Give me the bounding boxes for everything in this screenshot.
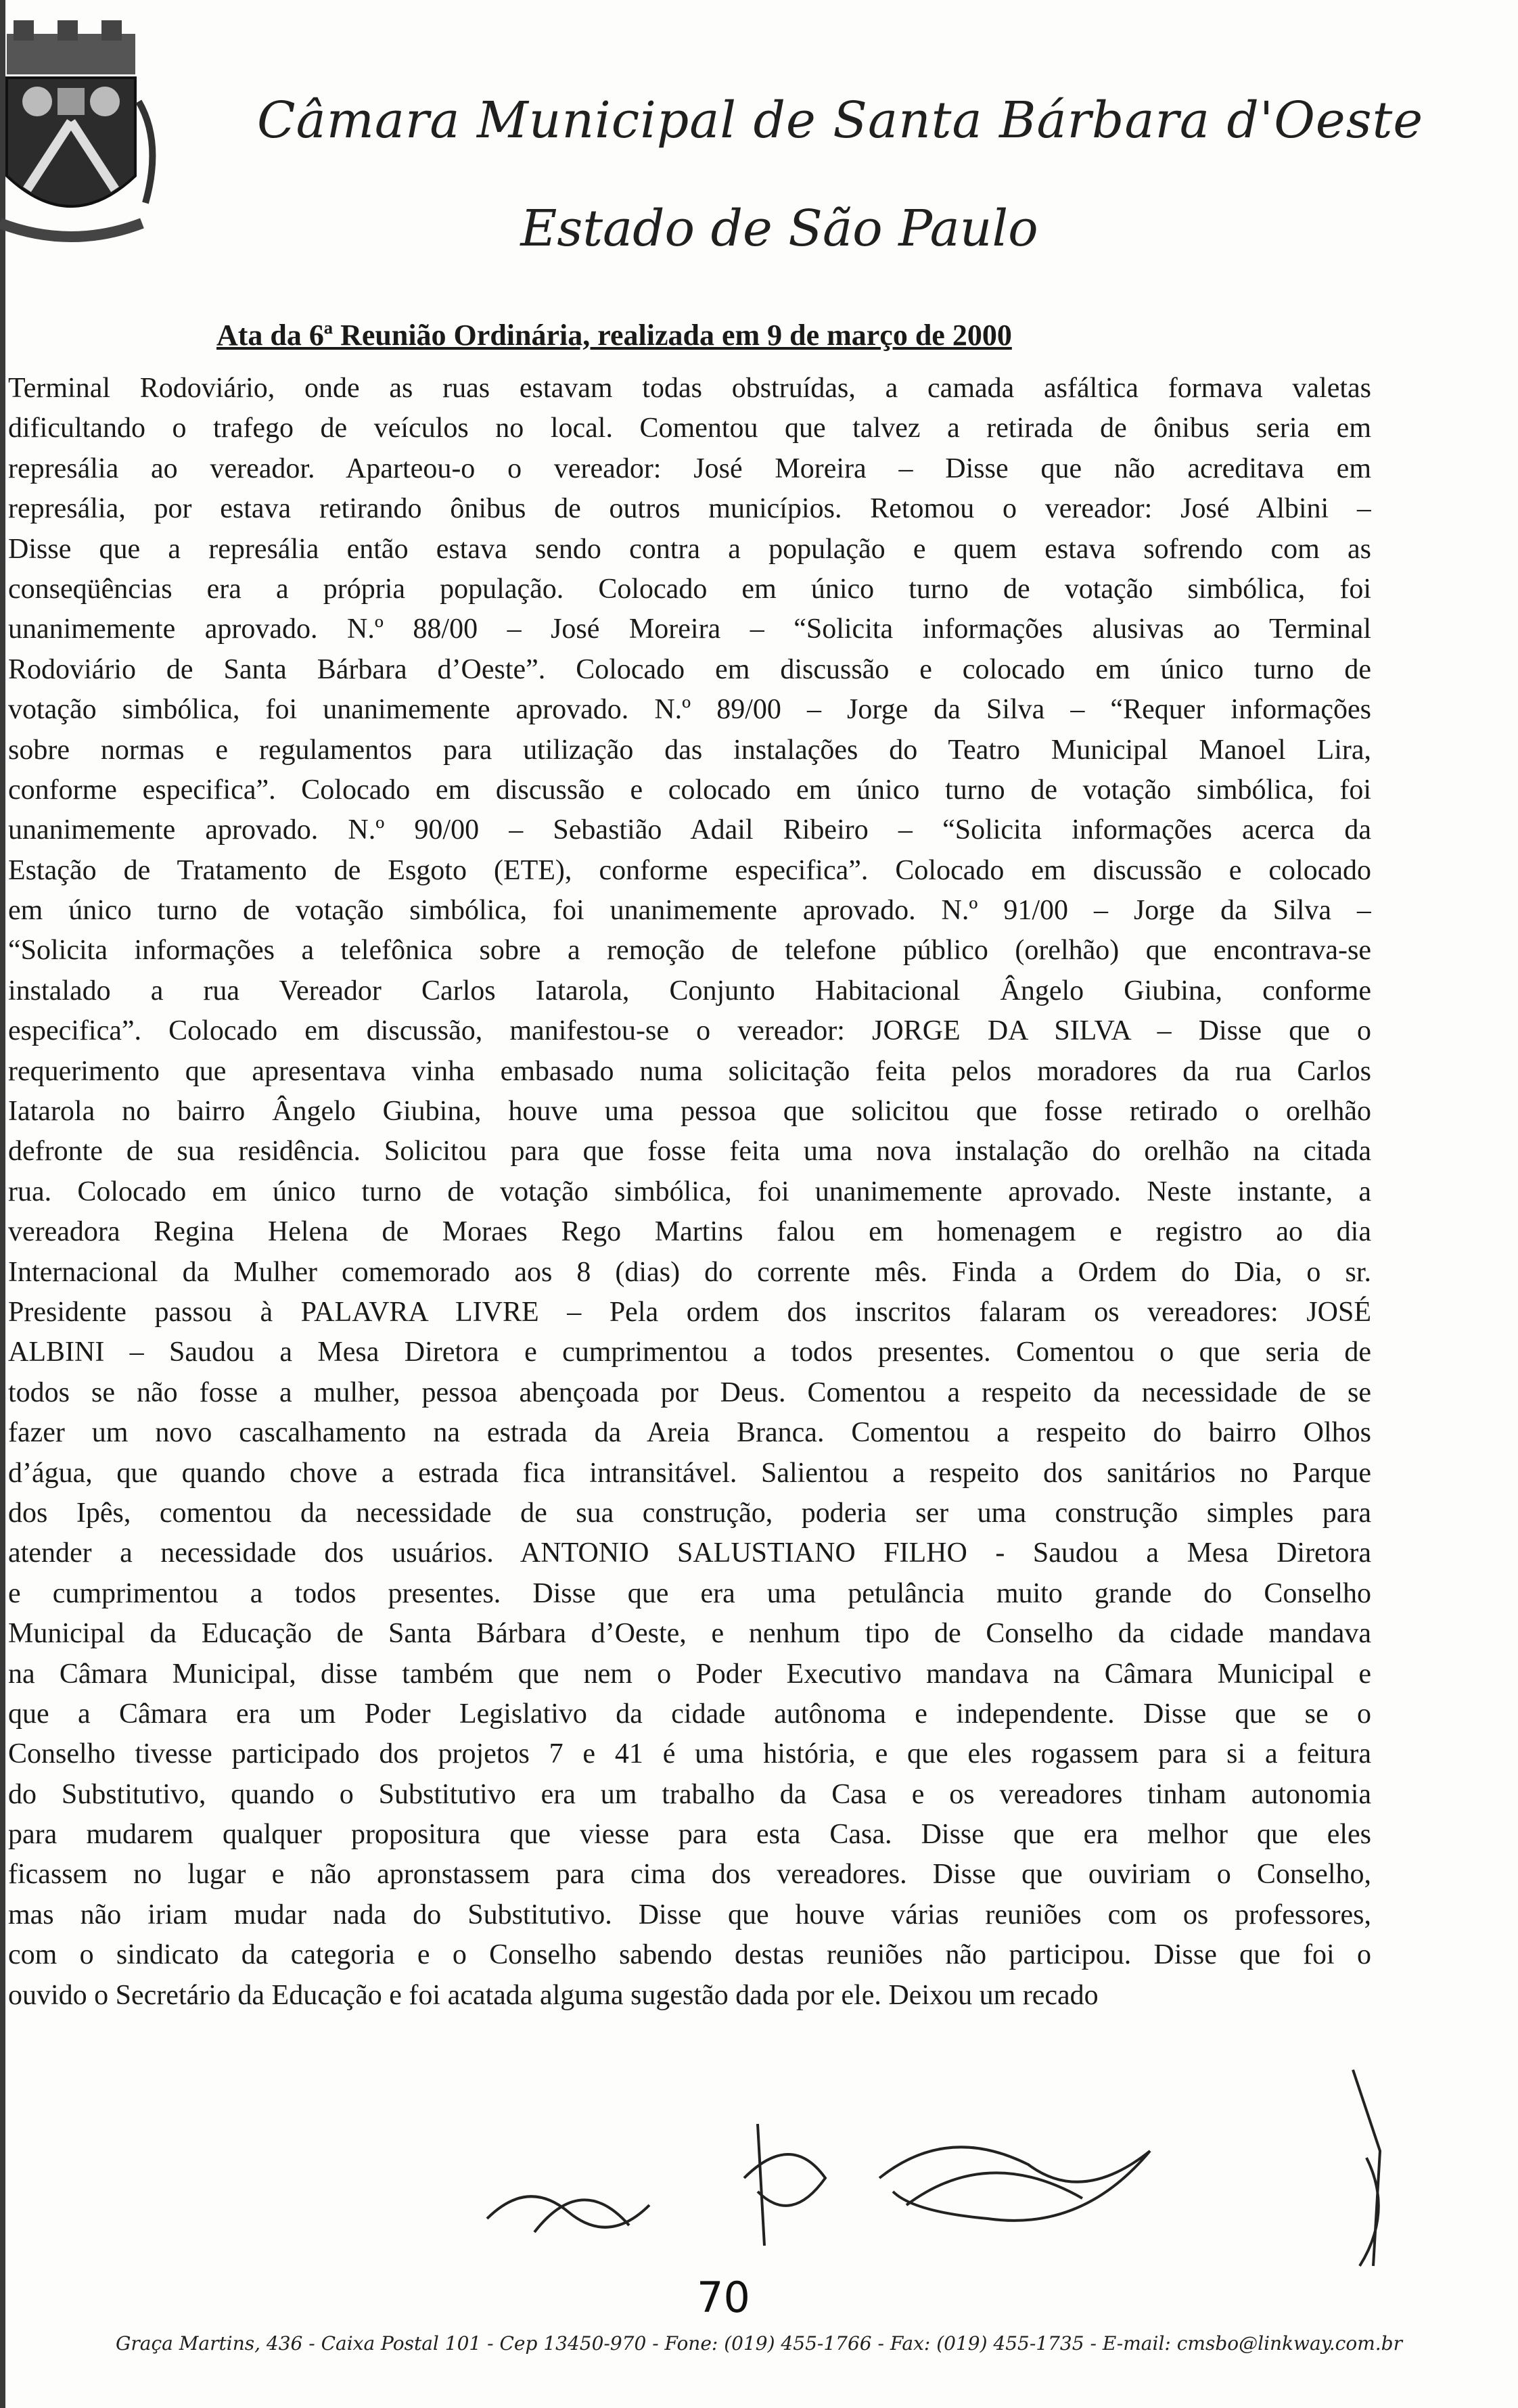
text-line: vereadora Regina Helena de Moraes Rego Martins falou em homenagem e registro ao dia (8, 1216, 1371, 1248)
handwritten-signatures (474, 2043, 1488, 2273)
scan-edge (0, 0, 5, 2408)
minutes-title: Ata da 6ª Reunião Ordinária, realizada em 9 de março de 2000 (216, 319, 1012, 352)
text-line: rua. Colocado em único turno de votação simbólica, foi unanimemente aprovado. Neste instante, a (8, 1176, 1371, 1207)
institution-title: Câmara Municipal de Santa Bárbara d'Oeste (257, 91, 1424, 149)
text-line: em único turno de votação simbólica, foi unanimemente aprovado. N.º 91/00 – Jorge da Silva – (8, 895, 1371, 927)
text-line: na Câmara Municipal, disse também que nem o Poder Executivo mandava na Câmara Municipal e (8, 1658, 1371, 1690)
text-line: Terminal Rodoviário, onde as ruas estavam todas obstruídas, a camada asfáltica formava valetas (8, 373, 1371, 404)
text-line: mas não iriam mudar nada do Substitutivo. Disse que houve várias reuniões com os professores, (8, 1899, 1371, 1930)
text-line: ficassem no lugar e não apronstassem para cima dos vereadores. Disse que ouviriam o Conselho, (8, 1859, 1371, 1891)
text-line: atender a necessidade dos usuários. ANTONIO SALUSTIANO FILHO - Saudou a Mesa Diretora (8, 1537, 1371, 1569)
text-line: fazer um novo cascalhamento na estrada da Areia Branca. Comentou a respeito do bairro Olhos (8, 1417, 1371, 1449)
text-line: unanimemente aprovado. N.º 90/00 – Sebastião Adail Ribeiro – “Solicita informações acerca da (8, 814, 1371, 846)
text-line: Disse que a represália então estava sendo contra a população e quem estava sofrendo com as (8, 533, 1371, 565)
text-line: dificultando o trafego de veículos no local. Comentou que talvez a retirada de ônibus seria em (8, 413, 1371, 444)
text-line: para mudarem qualquer propositura que viesse para esta Casa. Disse que era melhor que eles (8, 1819, 1371, 1851)
text-line: do Substitutivo, quando o Substitutivo era um trabalho da Casa e os vereadores tinham autonomia (8, 1778, 1371, 1810)
text-line: Municipal da Educação de Santa Bárbara d’Oeste, e nenhum tipo de Conselho da cidade mandava (8, 1618, 1371, 1650)
text-line: dos Ipês, comentou da necessidade de sua construção, poderia ser uma construção simples para (8, 1497, 1371, 1529)
text-line: votação simbólica, foi unanimemente aprovado. N.º 89/00 – Jorge da Silva – “Requer informações (8, 694, 1371, 726)
text-line: d’água, que quando chove a estrada fica intransitável. Salientou a respeito dos sanitários no Parque (8, 1457, 1371, 1489)
text-line: ALBINI – Saudou a Mesa Diretora e cumprimentou a todos presentes. Comentou o que seria de (8, 1337, 1371, 1368)
text-line: especifica”. Colocado em discussão, manifestou-se o vereador: JORGE DA SILVA – Disse que o (8, 1015, 1371, 1047)
text-line: sobre normas e regulamentos para utilização das instalações do Teatro Municipal Manoel Lira, (8, 734, 1371, 766)
text-line: defronte de sua residência. Solicitou para que fosse feita uma nova instalação do orelhão na citada (8, 1136, 1371, 1167)
institution-state: Estado de São Paulo (520, 200, 1038, 258)
text-line: Conselho tivesse participado dos projetos 7 e 41 é uma história, e que eles rogassem para si a feitura (8, 1738, 1371, 1770)
text-line: represália, por estava retirando ônibus de outros municípios. Retomou o vereador: José Albini – (8, 493, 1371, 525)
text-line: conseqüências era a própria população. Colocado em único turno de votação simbólica, foi (8, 573, 1371, 605)
minutes-body (8, 369, 1371, 2016)
text-line: com o sindicato da categoria e o Conselho sabendo destas reuniões não participou. Disse que foi o (8, 1939, 1371, 1971)
text-line: unanimemente aprovado. N.º 88/00 – José Moreira – “Solicita informações alusivas ao Terminal (8, 613, 1371, 645)
footer-address: Graça Martins, 436 - Caixa Postal 101 - Cep 13450-970 - Fone: (019) 455-1766 - Fax: (019) 455-1735 - E-mail: cmsbo@linkway.com.br (116, 2332, 1402, 2355)
text-line: Presidente passou à PALAVRA LIVRE – Pela ordem dos inscritos falaram os vereadores: JOSÉ (8, 1296, 1371, 1328)
text-line: que a Câmara era um Poder Legislativo da cidade autônoma e independente. Disse que se o (8, 1698, 1371, 1730)
text-line: Rodoviário de Santa Bárbara d’Oeste”. Colocado em discussão e colocado em único turno de (8, 653, 1371, 685)
text-line: represália ao vereador. Aparteou-o o vereador: José Moreira – Disse que não acreditava em (8, 453, 1371, 484)
text-line: Estação de Tratamento de Esgoto (ETE), conforme especifica”. Colocado em discussão e colocado (8, 854, 1371, 886)
text-line: ouvido o Secretário da Educação e foi acatada alguma sugestão dada por ele. Deixou um recado (8, 1979, 1099, 2011)
text-line: conforme especifica”. Colocado em discussão e colocado em único turno de votação simbólica, foi (8, 774, 1371, 806)
page-number: 70 (697, 2273, 750, 2322)
text-line: Iatarola no bairro Ângelo Giubina, houve uma pessoa que solicitou que fosse retirado o orelhão (8, 1096, 1371, 1128)
text-line: todos se não fosse a mulher, pessoa abençoada por Deus. Comentou a respeito da necessidade de se (8, 1376, 1371, 1408)
text-line: Internacional da Mulher comemorado aos 8 (dias) do corrente mês. Finda a Ordem do Dia, o sr. (8, 1256, 1371, 1288)
text-line: instalado a rua Vereador Carlos Iatarola, Conjunto Habitacional Ângelo Giubina, conforme (8, 975, 1371, 1006)
text-line: “Solicita informações a telefônica sobre a remoção de telefone público (orelhão) que encontrava-se (8, 935, 1371, 967)
text-line: e cumprimentou a todos presentes. Disse que era uma petulância muito grande do Conselho (8, 1577, 1371, 1609)
text-line: requerimento que apresentava vinha embasado numa solicitação feita pelos moradores da rua Carlos (8, 1055, 1371, 1087)
